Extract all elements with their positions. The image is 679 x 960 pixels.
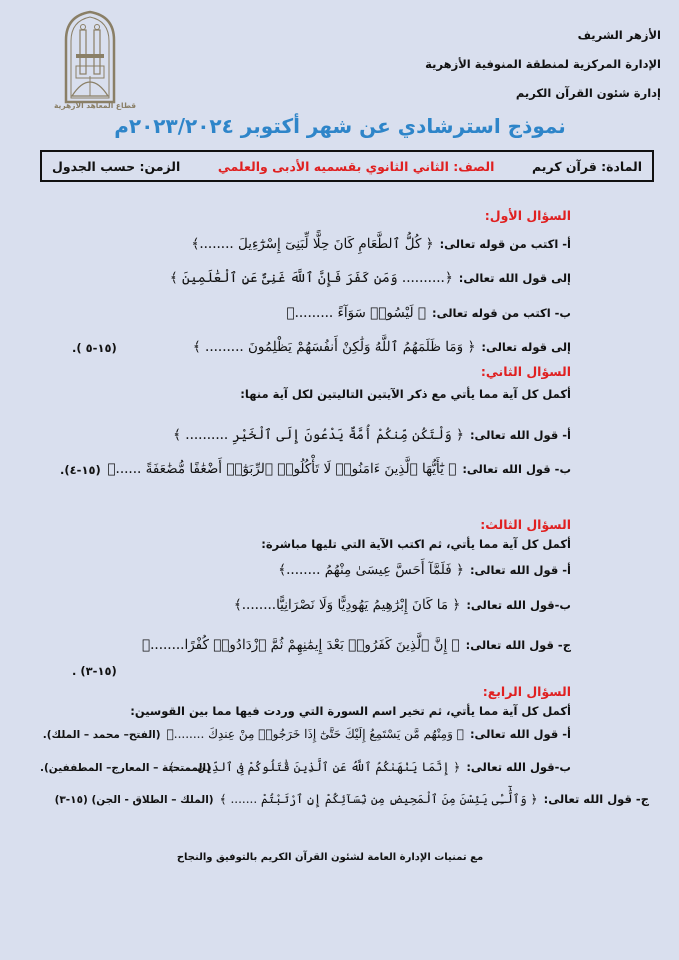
q1-a-label: أ- اكتب من قوله تعالى: bbox=[439, 237, 571, 251]
question-4-b bbox=[168, 760, 571, 774]
azhar-logo-icon bbox=[62, 10, 118, 114]
question-4-a bbox=[43, 727, 571, 741]
question-4-heading: السؤال الرابع: bbox=[482, 684, 571, 699]
question-2-b bbox=[107, 461, 571, 477]
question-2-a bbox=[173, 427, 571, 443]
q4-c-options: (الملك – الطلاق - الجن) (١٥-٣) bbox=[54, 794, 214, 806]
question-4-instruction: أكمل كل آية مما يأتي، ثم تخير اسم السورة التي وردت فيها مما بين القوسين: bbox=[130, 704, 571, 718]
q4-a-label: أ- قول الله تعالى: bbox=[469, 727, 571, 741]
q4-b-options: (الممتحنة – المعارج– المطففين). bbox=[40, 762, 211, 774]
header-line-central-admin: الإدارة المركزية لمنطقة المنوفية الأزهرية bbox=[425, 57, 661, 71]
q2-b-label: ب- قول الله تعالى: bbox=[462, 462, 571, 476]
question-3-heading: السؤال الثالث: bbox=[480, 517, 571, 532]
question-3-reference: (١٥-٣) . bbox=[72, 664, 117, 678]
question-3-c bbox=[142, 637, 571, 653]
question-1-reference: (١٥-٥ ). bbox=[72, 341, 117, 355]
q4-c-label: ج- قول الله تعالى: bbox=[543, 792, 649, 806]
q3-b-label: ب-قول الله تعالى: bbox=[466, 598, 571, 612]
q3-b-ayah: ﴿ مَا كَانَ إِبْرَٰهِيمُ يَهُودِيًّا وَلَا نَصْرَانِيًّا........﴾ bbox=[233, 597, 461, 613]
q3-a-ayah: ﴿ فَلَمَّآ أَحَسَّ عِيسَىٰ مِنْهُمُ ........﴾ bbox=[278, 562, 464, 578]
header-line-quran-admin: إدارة شئون القرآن الكريم bbox=[515, 86, 661, 100]
question-2-instruction: أكمل كل آية مما يأتي مع ذكر الآيتين التاليتين لكل آية منها: bbox=[240, 387, 571, 401]
q4-a-options: (الفتح– محمد – الملك). bbox=[42, 729, 161, 741]
q2-a-ayah: ﴿ وَلْتَكُن مِّنكُمْ أُمَّةٌ يَدْعُونَ إِلَى ٱلْخَيْرِ .......... ﴾ bbox=[173, 427, 464, 443]
q3-c-ayah: ﴿ إِنَّ ٱلَّذِينَ كَفَرُوا۟ بَعْدَ إِيمَٰنِهِمْ ثُمَّ ٱزْدَادُوا۟ كُفْرًا........﴾ bbox=[142, 637, 460, 653]
grade-label: الصف: الثاني الثانوي بقسميه الأدبى والعلمي bbox=[217, 158, 495, 174]
page-title: نموذج استرشادي عن شهر أكتوبر ٢٠٢٣/٢٠٢٤م bbox=[114, 114, 566, 138]
q2-b-ayah: ﴿ يَٰٓأَيُّهَا ٱلَّذِينَ ءَامَنُوا۟ لَا تَأْكُلُوا۟ ٱلرِّبَوٰٓا۟ أَضْعَٰفًا مُّضَٰعَفَةً ......﴾ bbox=[107, 461, 457, 477]
question-3-instruction: أكمل كل آية مما يأتي، ثم اكتب الآية التي تليها مباشرة: bbox=[261, 537, 571, 551]
question-1-a-end bbox=[170, 270, 571, 286]
question-3-b bbox=[234, 597, 571, 613]
q1-a-ayah: ﴿ كُلُّ ٱلطَّعَامِ كَانَ حِلًّا لِّبَنِىٓ إِسْرَٰٓءِيلَ ........﴾ bbox=[191, 236, 434, 252]
question-3-a bbox=[278, 562, 571, 578]
q1-b2-label: إلى قوله تعالى: bbox=[481, 340, 571, 354]
logo-caption: قطاع المعاهد الأزهرية bbox=[53, 101, 137, 110]
footer-wishes: مع تمنيات الإدارة العامة لشئون القرآن الكريم بالتوفيق والنجاح bbox=[176, 852, 484, 863]
header-line-azhar: الأزهر الشريف bbox=[577, 28, 661, 42]
q4-a-ayah: ﴿ وَمِنْهُم مَّن يَسْتَمِعُ إِلَيْكَ حَتَّىٰٓ إِذَا خَرَجُوا۟ مِنْ عِندِكَ ........﴾ bbox=[166, 727, 464, 741]
question-2-reference: (١٥-٤). bbox=[60, 463, 101, 477]
q4-c-ayah: ﴿ وَٱلَّٰٓـِٔى يَئِسْنَ مِنَ ٱلْمَحِيضِ مِن نِّسَآئِكُمْ إِنِ ٱرْتَبْتُمْ ....... ﴾ bbox=[219, 792, 538, 806]
q4-b-ayah: ﴿ إِنَّمَا يَنْهَىٰكُمُ ٱللَّهُ عَنِ ٱلَّذِينَ قَٰتَلُوكُمْ فِى ٱلدِّينِ .....﴾ bbox=[167, 760, 461, 774]
q4-b-label: ب-قول الله تعالى: bbox=[466, 760, 571, 774]
q1-b-ayah: ﴿ لَيْسُوا۟ سَوَآءً .........﴾ bbox=[286, 305, 426, 321]
subject-label: المادة: قرآن كريم bbox=[531, 158, 642, 174]
question-4-c bbox=[55, 792, 649, 806]
q3-c-label: ج- قول الله تعالى: bbox=[465, 638, 571, 652]
question-1-heading: السؤال الأول: bbox=[484, 208, 571, 223]
question-1-b-end bbox=[193, 339, 571, 355]
q2-a-label: أ- قول الله تعالى: bbox=[469, 428, 571, 442]
q1-a2-label: إلى قول الله تعالى: bbox=[458, 271, 571, 285]
question-1-b bbox=[286, 305, 571, 321]
q3-a-label: أ- قول الله تعالى: bbox=[469, 563, 571, 577]
q1-b-label: ب- اكتب من قوله تعالى: bbox=[431, 306, 571, 320]
question-2-heading: السؤال الثاني: bbox=[480, 364, 571, 379]
q1-a2-ayah: ﴿.......... وَمَن كَفَرَ فَإِنَّ ٱللَّهَ غَنِىٌّ عَنِ ٱلْعَٰلَمِينَ ﴾ bbox=[169, 270, 453, 286]
question-1-a bbox=[191, 236, 571, 252]
exam-info-box bbox=[40, 150, 654, 182]
q1-b2-ayah: ﴿ وَمَا ظَلَمَهُمُ ٱللَّهُ وَلَٰكِنْ أَنفُسَهُمْ يَظْلِمُونَ ......... ﴾ bbox=[192, 339, 476, 355]
time-label: الزمن: حسب الجدول bbox=[52, 158, 181, 174]
